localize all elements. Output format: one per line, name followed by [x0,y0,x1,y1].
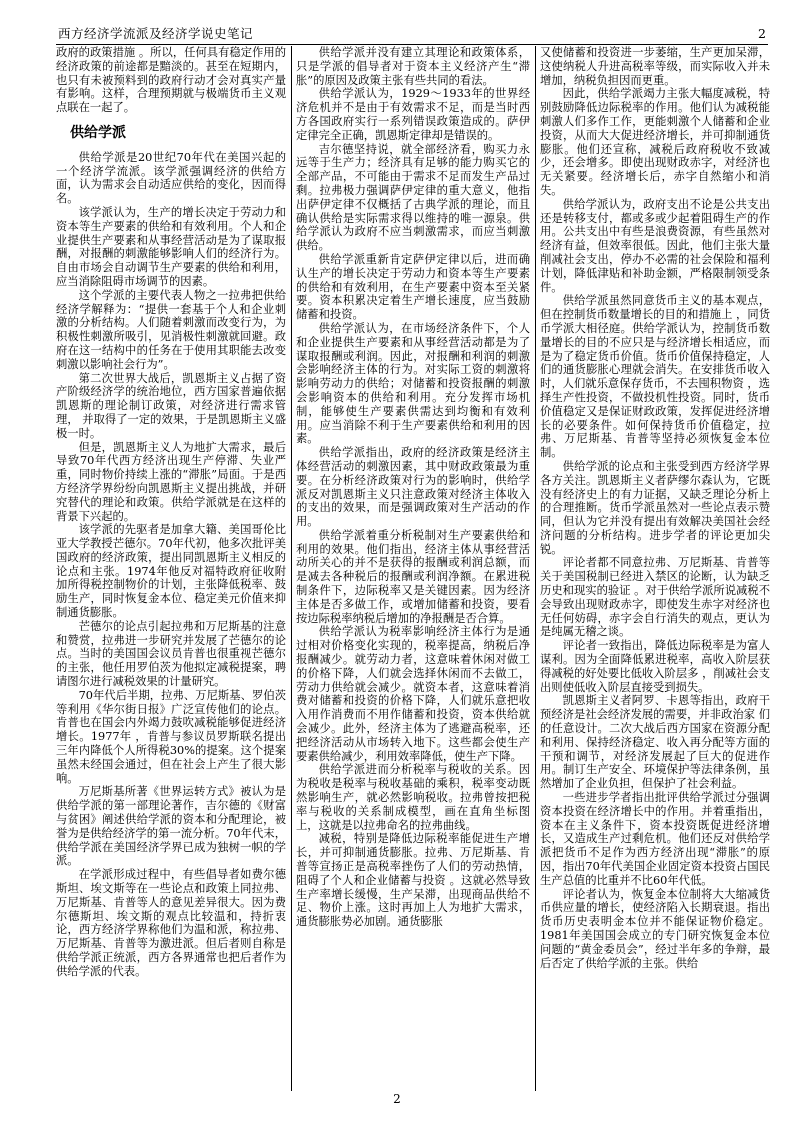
paragraph: 供给学派认为，1929～1933年的世界经济危机并不是由于有效需求不足，而是当时西方各国政府实行一系列错误政策造成的。萨伊定律完全正确，凯恩斯定律却是错误的。 [296,87,530,142]
paragraph: 供给学派是20世纪70年代在美国兴起的一个经济学流派。该学派强调经济的供给方面，认为需求会自动适应供给的变化，因而得名。 [56,150,286,206]
paragraph: 但是，凯恩斯主义人为地扩大需求，最后导致70年代西方经济出现生产停滞、失业严重，同时物价持续上涨的“滞胀”局面。于是西方经济学界纷纷向凯恩斯主义提出挑战，并研究替代的理论和政策。供给学派就是在这样的背景下兴起的。 [56,440,286,523]
footer-page-number: 2 [393,1092,401,1106]
paragraph: 供给学派重新肯定萨伊定律以后，进而确认生产的增长决定于劳动力和资本等生产要素的供给和有效利用，在生产要素中资本至关紧要。资本积累决定着生产增长速度，应当鼓励储蓄和投资。 [296,252,530,322]
paragraph: 该学派的先驱者是加拿大籍、美国哥伦比亚大学教授芒德尔。70年代初，他多次批评美国政府的经济政策，提出同凯恩斯主义相反的论点和主张。1974年他反对福特政府征收附加所得税控制物价的计划，主张降低税率、鼓励生产，同时恢复金本位、稳定美元价值来抑制通货膨胀。 [56,523,286,620]
text-columns [56,46,770,1091]
paragraph: 供给学派进而分析税率与税收的关系。因为税收是税率与税收基础的乘积，税率变动既然影响生产，就必然影响税收。拉弗曾按把税率与税收的关系制成模型，画在直角坐标图上，这就是以拉弗命名的拉弗曲线。 [296,763,530,832]
paragraph: 因此，供给学派竭力主张大幅度减税，特别鼓励降低边际税率的作用。他们认为减税能刺激人们多作工作，更能刺激个人储蓄和企业投资，从而大大促进经济增长，并可抑制通货膨胀。他们还宣称，减税后政府税收不致减少，还会增多。即使出现财政赤字，对经济也无关紧要。经济增长后，赤字自然缩小和消失。 [540,87,770,197]
paragraph: 减税，特别是降低边际税率能促进生产增长，并可抑制通货膨胀。拉弗、万尼斯基、肯普等宣扬正是高税率挫伤了人们的劳动热情，阻碍了个人和企业储蓄与投资 。这就必然导致生产率增长缓慢，生产呆滞，出现商品供给不足、物价上涨。这时再加上人为地扩大需求，通货膨胀势必加剧。通货膨胀 [296,832,530,929]
paragraph: 第二次世界大战后，凯恩斯主义占据了资产阶级经济学的统治地位，西方国家普遍依据凯恩斯的理论制订政策，对经济进行需求管理， 并取得了一定的效果，于是凯恩斯主义盛极一时。 [56,371,286,440]
paragraph: 万尼斯基所著《世界运转方式》被认为是供给学派的第一部理论著作，吉尔德的《财富与贫困》阐述供给学派的资本和分配理论，被誉为是供给经济学的第一流分析。70年代末，供给学派在美国经济学界已成为独树一帜的学派。 [56,785,286,868]
paragraph: 凯恩斯主义者阿罗、卡恩等指出，政府干预经济是社会经济发展的需要，并非政治家 们的任意设计。二次大战后西方国家在资源分配和利用、保持经济稳定、收入再分配等方面的干预和调节，对经济发展起了巨大的促进作用。制订生产安全、环境保护等法律条例，虽然增加了企业负担，但保护了社会利益。 [540,694,770,791]
column-divider [291,46,292,1091]
section-title: 供给学派 [70,124,126,141]
paragraph: 70年代后半期，拉弗、万尼斯基、罗伯茨等利用《华尔街日报》广泛宣传他们的论点。肯普也在国会内外竭力鼓吹减税能够促进经济增长。1977年 ，肯普与参议员罗斯联名提出三年内降低个人所得税30%的提案。这个提案虽然未经国会通过，但在社会上产生了很大影响。 [56,688,286,785]
paragraph: 评论者一致指出，降低边际税率是为富人谋利。因为全面降低累进税率，高收入阶层获得减税的好处要比低收入阶层多 ，削减社会支出则使低收入阶层直接受到损失。 [540,639,770,694]
paragraph: 供给学派指出，政府的经济政策是经济主体经营活动的刺激因素，其中财政政策最为重要。在分析经济政策对行为的影响时，供给学派反对凯恩斯主义只注意政策对经济主体收入的支出的效果，而是强调政策对生产活动的作用。 [296,446,530,529]
column-middle [296,46,530,1091]
paragraph: 政府的政策措施 。所以，任何具有稳定作用的经济政策的前途都是黯淡的。甚至在短期内，也只有未被预料到的政府行动才会对真实产量有影响。这样，合理预期就与极端货币主义观点联在一起了。 [56,46,286,115]
paragraph: 供给学派并没有建立其理论和政策体系，只是学派的倡导者对于资本主义经济产生“滞胀”的原因及政策主张有些共同的看法。 [296,46,530,87]
column-divider [535,46,536,1091]
running-header [56,28,768,45]
paragraph: 供给学派虽然同意货币主义的基本观点，但在控制货币数量增长的目的和措施上 ，同货币学派大相径庭。供给学派认为，控制货币数量增长的目的不应只是与经济增长相适应，而是为了稳定货币价值。货币价值保持稳定，人们的通货膨胀心理就会消失。在安排货币收入时，人们就乐意保存货币，不去囤积物资 ，选择生产性投资，不做投机性投资。同时，货币价值稳定又是保证财政政策，发挥促进经济增长的必要条件。如何保持货币价值稳定，拉弗、万尼斯基、肯普等坚持必须恢复金本位制。 [540,294,770,460]
paragraph: 供给学派认为税率影响经济主体行为是通过相对价格变化实现的，税率提高，纳税后净报酬减少。就劳动力者，这意味着休闲对做工的价格下降，人们就会选择休闲而不去做工，劳动力供给就会减少。就资本者，这意味着消费对储蓄和投资的价格下降，人们就乐意把收入用作消费而不用作储蓄和投资，资本供给就会减少。此外，经济主体为了逃避高税率，还把经济活动从市场转入地下。这些都会使生产要素供给减少，利用效率降低，使生产下降。 [296,625,530,763]
paragraph: 供给学派着重分析税制对生产要素供给和利用的效果。他们指出，经济主体从事经营活动所关心的并不是获得的报酬或利润总额，而是减去各种税后的报酬或利润净额。在累进税制条件下，边际税率又是关键因素。因为经济主体是否多做工作，或增加储蓄和投资，要看按边际税率纳税后增加的净报酬是否合算。 [296,528,530,625]
paragraph: 一些进步学者指出批评供给学派过分强调资本投资在经济增长中的作用。并着重指出，资本在主义条件下，资本投资既促进经济增长，又造成生产过剩危机。他们还反对供给学派把货币不足作为西方经济出现“滞胀”的原因，指出70年代美国企业固定资本投资占国民生产总值的比重并不比60年代低。 [540,791,770,887]
paragraph: 吉尔德坚持说，就全部经济看，购买力永远等于生产力；经济具有足够的能力购买它的全部产品，不可能由于需求不足而发生产品过剩。拉弗极力强调萨伊定律的重大意义，他指出萨伊定律不仅概括了古典学派的理论，而且确认供给是实际需求得以维持的唯一源泉。供给学派认为政府不应当刺激需求，而应当刺激供给。 [296,142,530,253]
paragraph: 该学派认为，生产的增长决定于劳动力和资本等生产要素的供给和有效利用。个人和企业提供生产要素和从事经营活动是为了谋取报酬，对报酬的刺激能够影响人们的经济行为。自由市场会自动调节生产要素的供给和利用，应当消除阻碍市场调节的因素。 [56,205,286,288]
paragraph: 供给学派认为，政府支出不论是公共支出还是转移支付，都或多或少起着阻碍生产的作用。公共支出中有些是浪费资源，有些虽然对经济有益，但效率很低。因此，他们主张大量削减社会支出，停办不必需的社会保险和福利计划，降低津贴和补助金额，严格限制领受条件。 [540,197,770,294]
paragraph: 供给学派的论点和主张受到西方经济学界各方关注。凯恩斯主义者萨缪尔森认为，它既没有经济史上的有力证据，又缺乏理论分析上的合理推断。货币学派虽然对一些论点表示赞同，但认为它并没有提出有效解决美国社会经济问题的分析结构。进步学者的评论更加尖锐。 [540,459,770,556]
paragraph: 这个学派的主要代表人物之一拉弗把供给经济学解释为：“提供一套基于个人和企业刺激的分析结构。人们随着刺激而改变行为，为积极性刺激所吸引，见消极性刺激就回避。政府在这一结构中的任务在于使用其职能去改变刺激以影响社会行为”。 [56,288,286,371]
paragraph: 芒德尔的论点引起拉弗和万尼斯基的注意和赞赏，拉弗进一步研究并发展了芒德尔的论点。当时的美国国会议员肯普也很重视芒德尔的主张，他任用罗伯茨为他拟定减税提案，聘请图尔进行减税效果的计量研究。 [56,619,286,689]
header-title: 西方经济学流派及经济学说史笔记 [58,26,254,41]
paragraph: 评论者都不同意拉弗、万尼斯基、肯普等关于美国税制已经进入禁区的论断，认为缺乏历史和现实的验证 。对于供给学派所说减税不会导致出现财政赤字，即使发生赤字对经济也无任何妨碍，赤字会自行消失的观点，更认为是纯属无稽之谈。 [540,556,770,639]
column-left [56,46,286,1091]
paragraph: 评论者认为，恢复金本位制将大大缩减货币供应量的增长，使经济陷入长期衰退。指出货币历史表明金本位并不能保证物价稳定。1981年美国国会成立的专门研究恢复金本位问题的“黄金委员会”，经过半年多的争辩，最后否定了供给学派的主张。供给 [540,887,770,970]
paragraph: 又使储蓄和投资进一步萎缩，生产更加呆滞，这使纳税人升进高税率等级，而实际收入并未增加，纳税负担因而更重。 [540,46,770,87]
paragraph: 在学派形成过程中，有些倡导者如费尔德斯坦、埃文斯等在一些论点和政策上同拉弗、万尼斯基、肯普等人的意见差异很大。因为费尔德斯坦、埃文斯的观点比较温和，持折衷论，西方经济学界称他们为温和派，称拉弗、万尼斯基、肯普等为激进派。但后者则自称是供给学派正统派，西方各界通常也把后者作为供给学派的代表。 [56,868,286,978]
column-right [540,46,770,1091]
header-page-number: 2 [758,26,766,41]
paragraph: 供给学派认为，在市场经济条件下，个人和企业提供生产要素和从事经营活动都是为了谋取报酬或利润。因此，对报酬和利润的刺激会影响经济主体的行为。对实际工资的刺激将影响劳动力的供给；对储蓄和投资报酬的刺激会影响资本的供给和利用。充分发挥市场机制，能够使生产要素供需达到均衡和有效利用。应当消除不利于生产要素供给和利用的因素。 [296,321,530,446]
